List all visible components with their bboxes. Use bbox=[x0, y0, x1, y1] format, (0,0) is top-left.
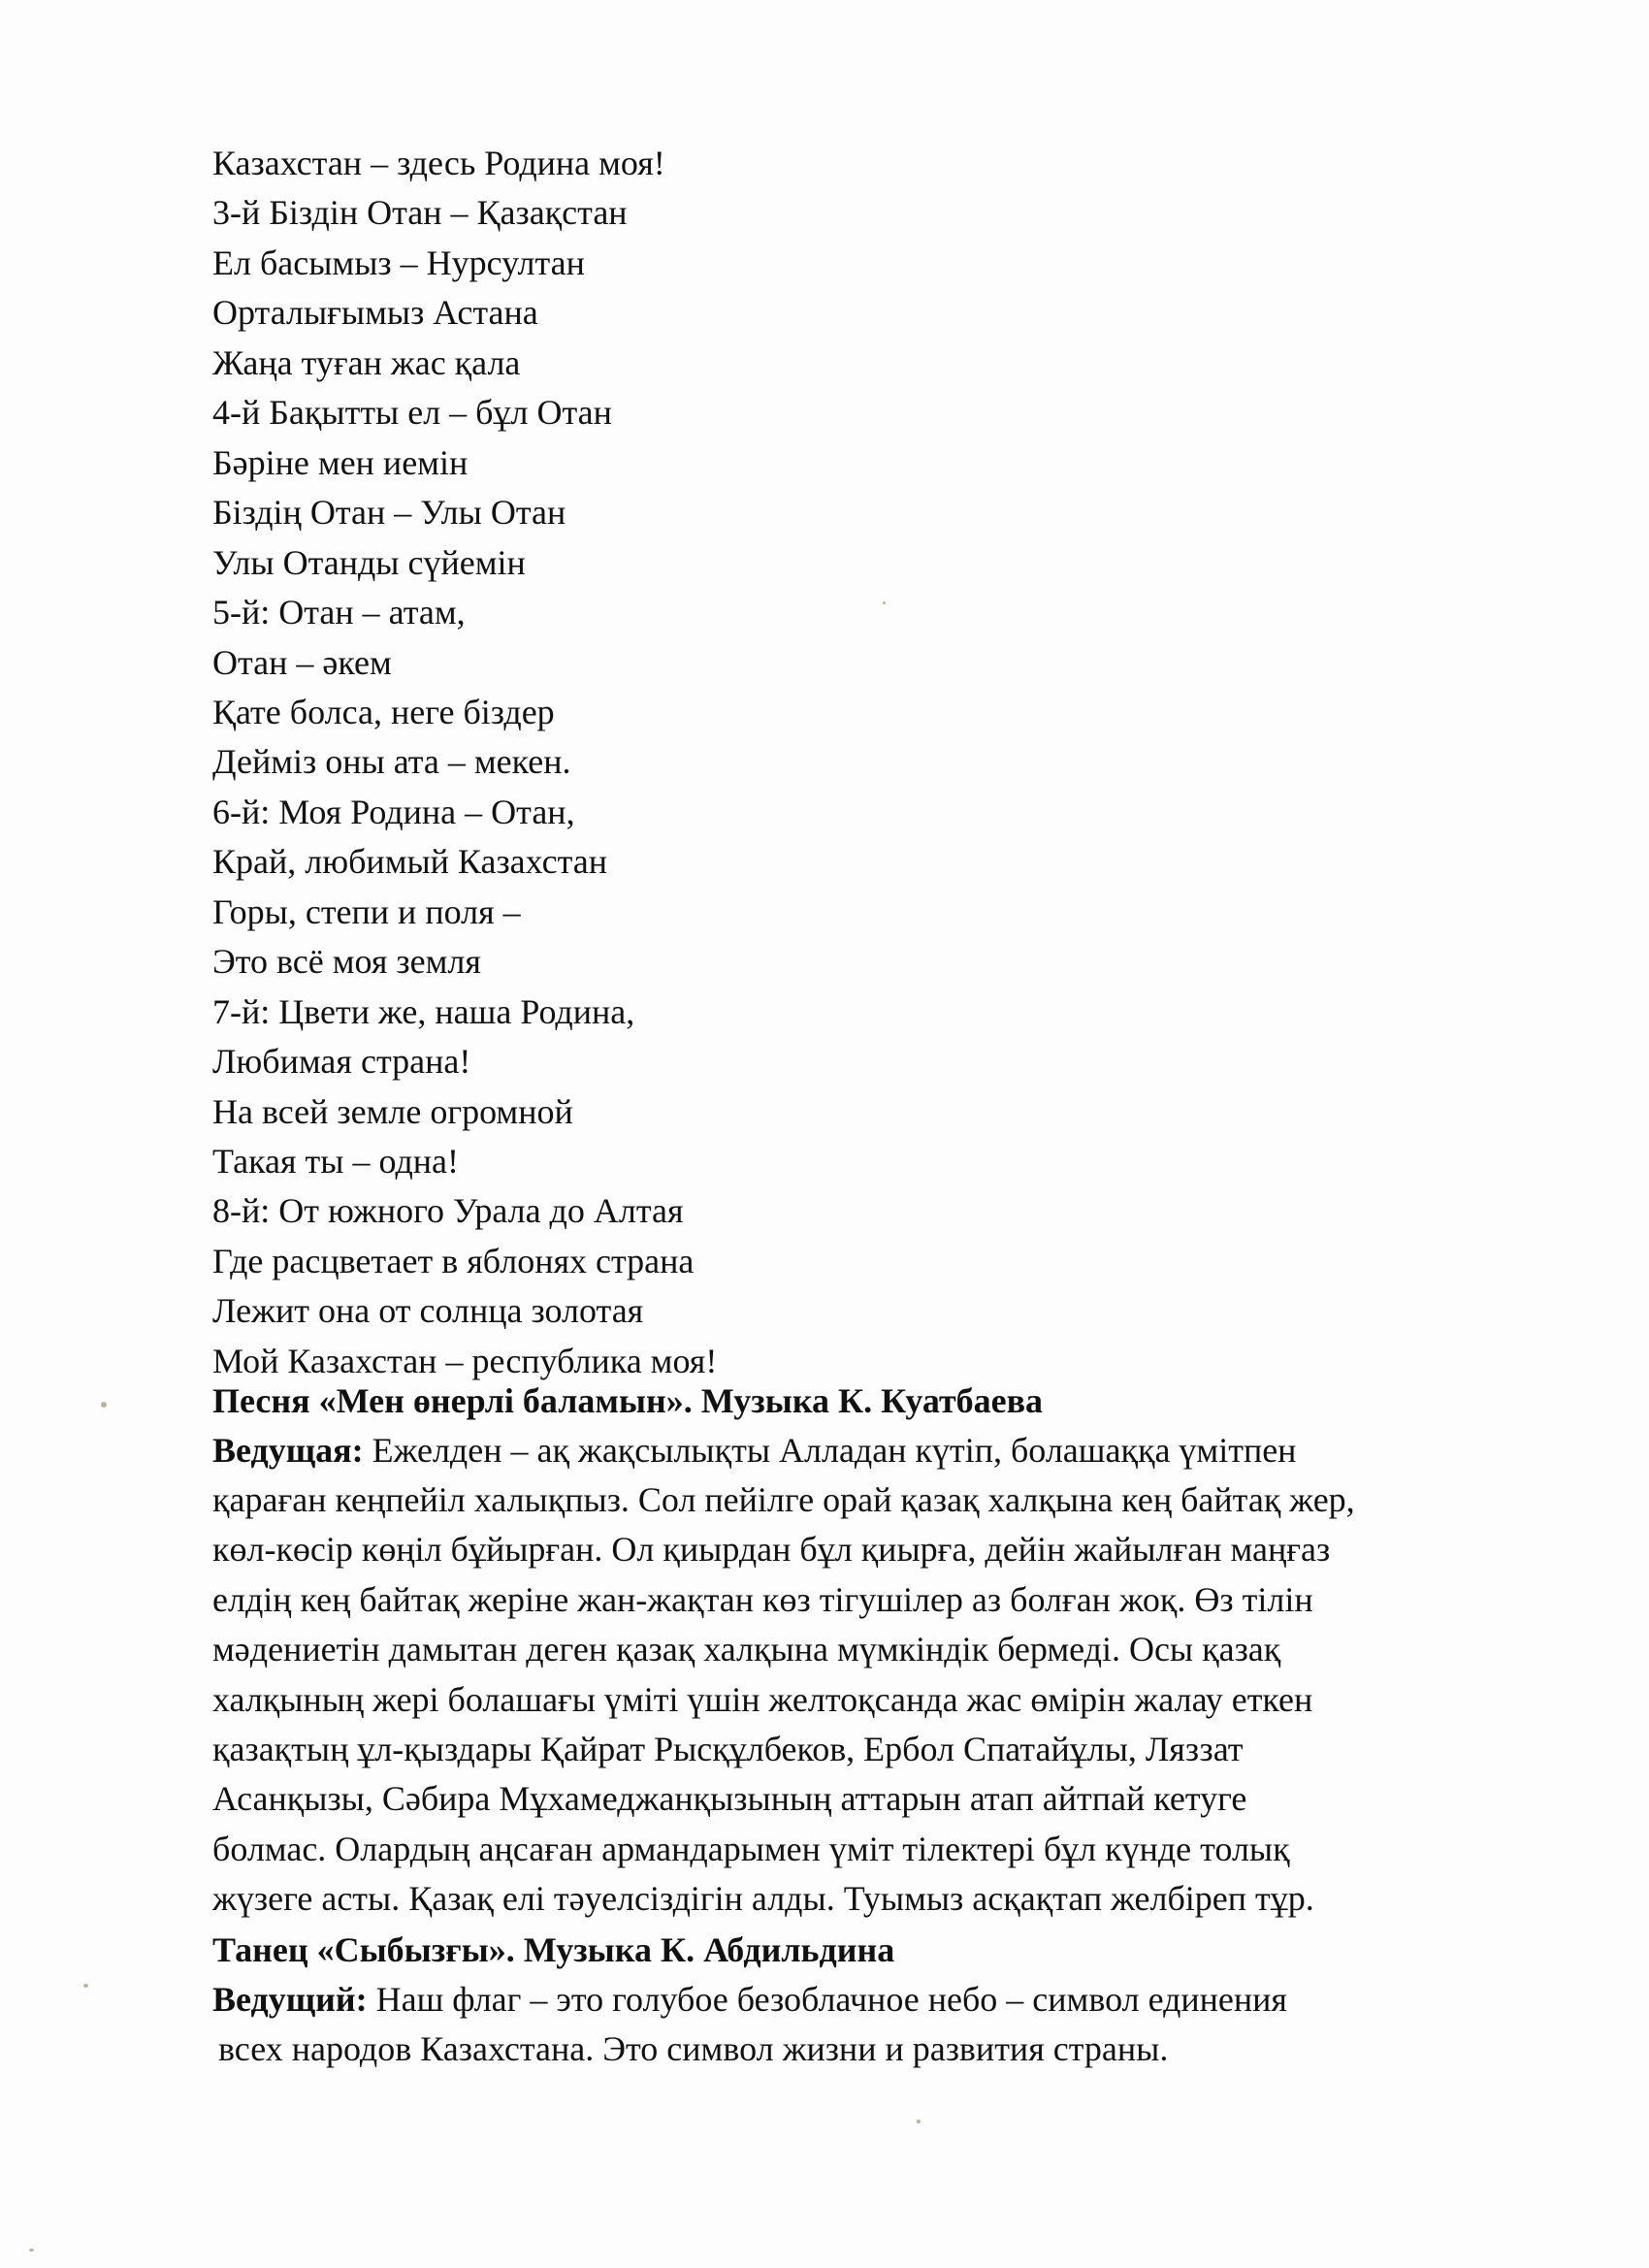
verse-line: Бәріне мен иемін bbox=[212, 443, 469, 482]
host-female-line: қазақтың ұл-қыздары Қайрат Рысқұлбеков, Ербол Спатайұлы, Ляззат bbox=[212, 1730, 1244, 1768]
scan-speck bbox=[883, 601, 886, 604]
scan-speck bbox=[101, 1402, 107, 1408]
verse-line: Қате болса, неге біздер bbox=[212, 693, 555, 731]
verse-line: Ел басымыз – Нурсултан bbox=[212, 243, 585, 282]
host-female-line: қараған кеңпейіл халықпыз. Сол пейілге орай қазақ халқына кең байтақ жер, bbox=[212, 1480, 1355, 1519]
host-female-line: болмас. Олардың аңсаған армандарымен үміт тілектері бұл күнде толық bbox=[212, 1830, 1290, 1868]
verse-line: Любимая страна! bbox=[212, 1042, 471, 1081]
host-male-first-text: Наш флаг – это голубое безоблачное небо – символ единения bbox=[367, 1980, 1287, 2019]
verse-line: Где расцветает в яблонях страна bbox=[212, 1242, 695, 1280]
host-male-label: Ведущий: bbox=[212, 1980, 368, 2019]
verse-line: Біздің Отан – Улы Отан bbox=[212, 493, 566, 532]
scan-speck bbox=[83, 1984, 88, 1988]
verse-line: Улы Отанды сүйемін bbox=[212, 543, 526, 582]
host-female-line: елдің кең байтақ жеріне жан-жақтан көз тігушілер аз болған жоқ. Өз тілін bbox=[212, 1580, 1313, 1619]
scan-speck bbox=[917, 2120, 921, 2123]
verse-line: Горы, степи и поля – bbox=[212, 892, 521, 931]
verse-line: 3-й Біздін Отан – Қазақстан bbox=[212, 193, 628, 232]
host-female-label: Ведущая: bbox=[212, 1431, 364, 1470]
verse-line: 4-й Бақытты ел – бұл Отан bbox=[212, 393, 612, 432]
song-title: Песня «Мен өнерлі баламын». Музыка К. Куатбаева bbox=[212, 1381, 1044, 1420]
host-female-first-line bbox=[212, 1426, 1296, 1474]
verse-line: Жаңа туған жас қала bbox=[212, 343, 521, 382]
verse-line: Лежит она от солнца золотая bbox=[212, 1291, 644, 1330]
host-female-line: мәдениетін дамытан деген қазақ халқына мүмкіндік бермеді. Осы қазақ bbox=[212, 1630, 1281, 1669]
host-male-second-line: всех народов Казахстана. Это символ жизни и развития страны. bbox=[218, 2029, 1169, 2068]
host-male-first-line bbox=[212, 1975, 1287, 2024]
verse-line: Такая ты – одна! bbox=[212, 1142, 459, 1181]
verse-line: Дейміз оны ата – мекен. bbox=[212, 742, 571, 781]
host-female-line: жүзеге асты. Қазақ елі тәуелсіздігін алды. Туымыз асқақтап желбіреп тұр. bbox=[212, 1879, 1314, 1918]
verse-line: На всей земле огромной bbox=[212, 1092, 573, 1131]
scan-speck bbox=[29, 2249, 34, 2252]
verse-line: Казахстан – здесь Родина моя! bbox=[212, 144, 665, 182]
dance-title: Танец «Сыбызғы». Музыка К. Абдильдина bbox=[212, 1930, 895, 1969]
verse-line: Отан – әкем bbox=[212, 643, 392, 682]
host-female-line: халқының жері болашағы үміті үшін желтоқсанда жас өмірін жалау еткен bbox=[212, 1680, 1313, 1719]
host-female-line: Асанқызы, Сәбира Мұхамеджанқызының аттарын атап айтпай кетуге bbox=[212, 1779, 1247, 1818]
host-female-first-text: Ежелден – ақ жақсылықты Алладан күтіп, болашаққа үмітпен bbox=[363, 1431, 1297, 1470]
verse-line: 5-й: Отан – атам, bbox=[212, 593, 466, 632]
verse-line: 6-й: Моя Родина – Отан, bbox=[212, 793, 575, 831]
host-female-line: көл-көсір көңіл бұйырған. Ол қиырдан бұл қиырға, дейін жайылған маңғаз bbox=[212, 1530, 1331, 1569]
verse-line: Орталығымыз Астана bbox=[212, 293, 538, 332]
verse-line: 7-й: Цвети же, наша Родина, bbox=[212, 992, 635, 1031]
verse-line: Это всё моя земля bbox=[212, 942, 481, 981]
verse-line: Край, любимый Казахстан bbox=[212, 842, 608, 881]
verse-line: 8-й: От южного Урала до Алтая bbox=[212, 1191, 684, 1230]
verse-line: Мой Казахстан – республика моя! bbox=[212, 1342, 718, 1380]
